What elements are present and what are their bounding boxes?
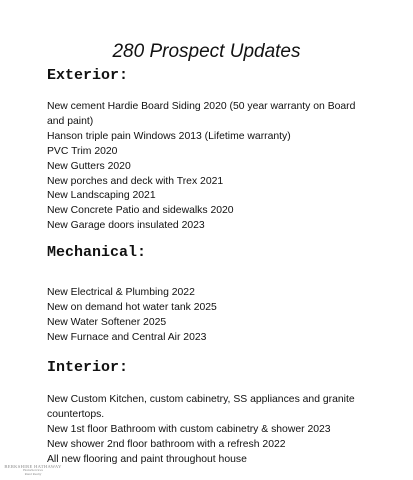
list-item: New porches and deck with Trex 2021 (47, 175, 224, 187)
exterior-list (47, 100, 367, 234)
watermark-line2: HomeServices (23, 468, 43, 473)
page-title: 280 Prospect Updates (112, 41, 301, 62)
list-item: New Concrete Patio and sidewalks 2020 (47, 205, 234, 217)
list-item: New shower 2nd floor bathroom with a refresh 2022 (47, 438, 286, 450)
list-item: New Gutters 2020 (47, 160, 131, 172)
list-item: New 1st floor Bathroom with custom cabinetry & shower 2023 (47, 423, 331, 435)
section-heading-interior: Interior: (47, 359, 129, 376)
interior-list (47, 393, 367, 468)
list-item: New cement Hardie Board Siding 2020 (50 year warranty on Board and paint) (47, 101, 356, 127)
watermark-line3: Rand Realty (24, 471, 42, 476)
list-item: New Water Softener 2025 (47, 316, 167, 328)
section-heading-exterior: Exterior: (47, 67, 129, 84)
list-item: New Electrical & Plumbing 2022 (47, 287, 195, 298)
section-heading-mechanical: Mechanical: (47, 244, 147, 261)
watermark-brand: BERKSHIRE HATHAWAY (4, 464, 62, 469)
list-item: New Garage doors insulated 2023 (47, 220, 205, 232)
brokerage-watermark-logo (2, 464, 64, 477)
list-item: PVC Trim 2020 (47, 145, 118, 157)
mechanical-list (47, 286, 367, 346)
list-item: New on demand hot water tank 2025 (47, 301, 217, 313)
list-item: All new flooring and paint throughout house (47, 453, 247, 465)
list-item: New Custom Kitchen, custom cabinetry, SS appliances and granite countertops. (47, 394, 355, 420)
list-item: New Furnace and Central Air 2023 (47, 331, 207, 343)
list-item: New Landscaping 2021 (47, 190, 156, 202)
list-item: Hanson triple pain Windows 2013 (Lifetime warranty) (47, 130, 291, 142)
